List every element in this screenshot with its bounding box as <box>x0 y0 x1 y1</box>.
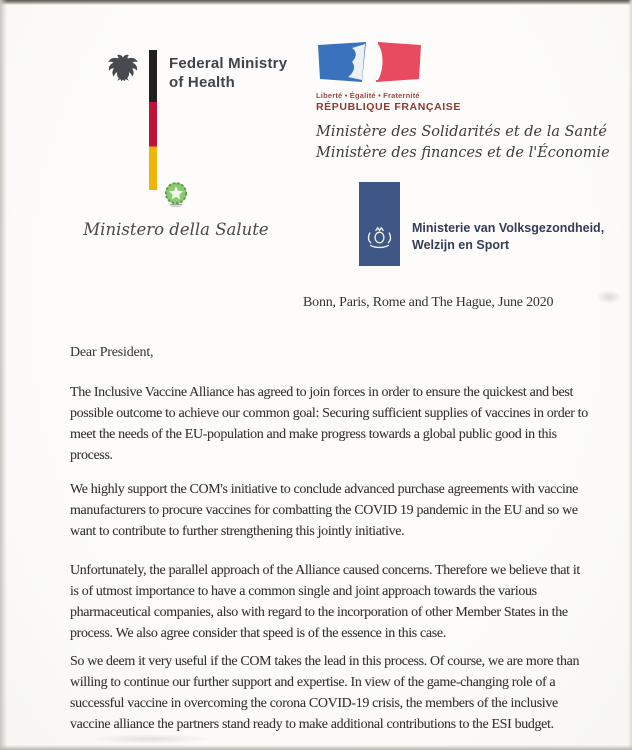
scan-edge-top <box>0 0 632 5</box>
german-ministry-logo <box>106 50 287 190</box>
dutch-ministry-name-line2: Welzijn en Sport <box>412 238 509 252</box>
french-marianne-flag-icon <box>316 69 422 86</box>
salutation: Dear President, <box>70 345 154 360</box>
paragraph-3: Unfortunately, the parallel approach of the Alliance caused concerns. Therefore we believe that it is of utmost importance to have a common single and joint approach towards the various pharmaceutical companies, also with regard to the incorporation of other Member States in the process. We also agree consider that speed is of the essence in this case. <box>70 563 580 641</box>
paragraph-4: So we deem it very useful if the COM takes the lead in this process. Of course, we are more than willing to continue our further support and expertise. In view of the game-changing role of a successful vaccine in overcoming the corona COVID-19 crisis, the members of the inclusive vaccine alliance the partners stand ready to make additional contributions to the ESI budget. <box>70 654 580 732</box>
scan-artifact <box>596 290 622 304</box>
german-ministry-name-line1: Federal Ministry <box>169 55 288 72</box>
french-motto: Liberté • Égalité • Fraternité <box>316 91 420 100</box>
scan-artifact <box>90 734 210 744</box>
french-ministry-logo <box>316 42 610 164</box>
dutch-ministry-name <box>412 220 604 254</box>
french-republic-label: RÉPUBLIQUE FRANÇAISE <box>316 101 462 113</box>
italian-ministry-name: Ministero della Salute <box>83 220 269 239</box>
german-flag-stripe-icon <box>149 50 157 190</box>
scan-edge-right <box>628 0 632 750</box>
italian-ministry-logo <box>78 180 274 239</box>
french-ministry-name-line1: Ministère des Solidarités et de la Santé <box>316 124 607 140</box>
dutch-coat-of-arms-icon <box>366 226 393 254</box>
scan-edge-left <box>0 0 7 750</box>
dateline: Bonn, Paris, Rome and The Hague, June 2020 <box>303 295 554 310</box>
french-ministry-names <box>316 122 610 164</box>
dutch-ministry-name-line1: Ministerie van Volksgezondheid, <box>412 221 605 235</box>
paragraph-2: We highly support the COM's initiative to conclude advanced purchase agreements with vaccine manufacturers to procure vaccines for combatting the COVID 19 pandemic in the EU and so we want to contribute to further strengthening this jointly initiative. <box>70 482 579 539</box>
dutch-logo-banner <box>359 182 400 266</box>
french-ministry-name-line2: Ministère des finances et de l'Économie <box>316 145 610 161</box>
german-ministry-name <box>169 54 287 92</box>
paragraph-1: The Inclusive Vaccine Alliance has agreed to join forces in order to ensure the quickest and best possible outcome to achieve our common goal: Securing sufficient supplies of vaccines in order to meet the needs of the EU-population and make progress towards a global public good in this process. <box>70 385 588 463</box>
italy-star-emblem-icon <box>162 197 190 214</box>
scan-edge-bottom <box>0 745 632 750</box>
german-eagle-icon <box>106 52 140 89</box>
german-ministry-name-line2: of Health <box>169 74 235 91</box>
